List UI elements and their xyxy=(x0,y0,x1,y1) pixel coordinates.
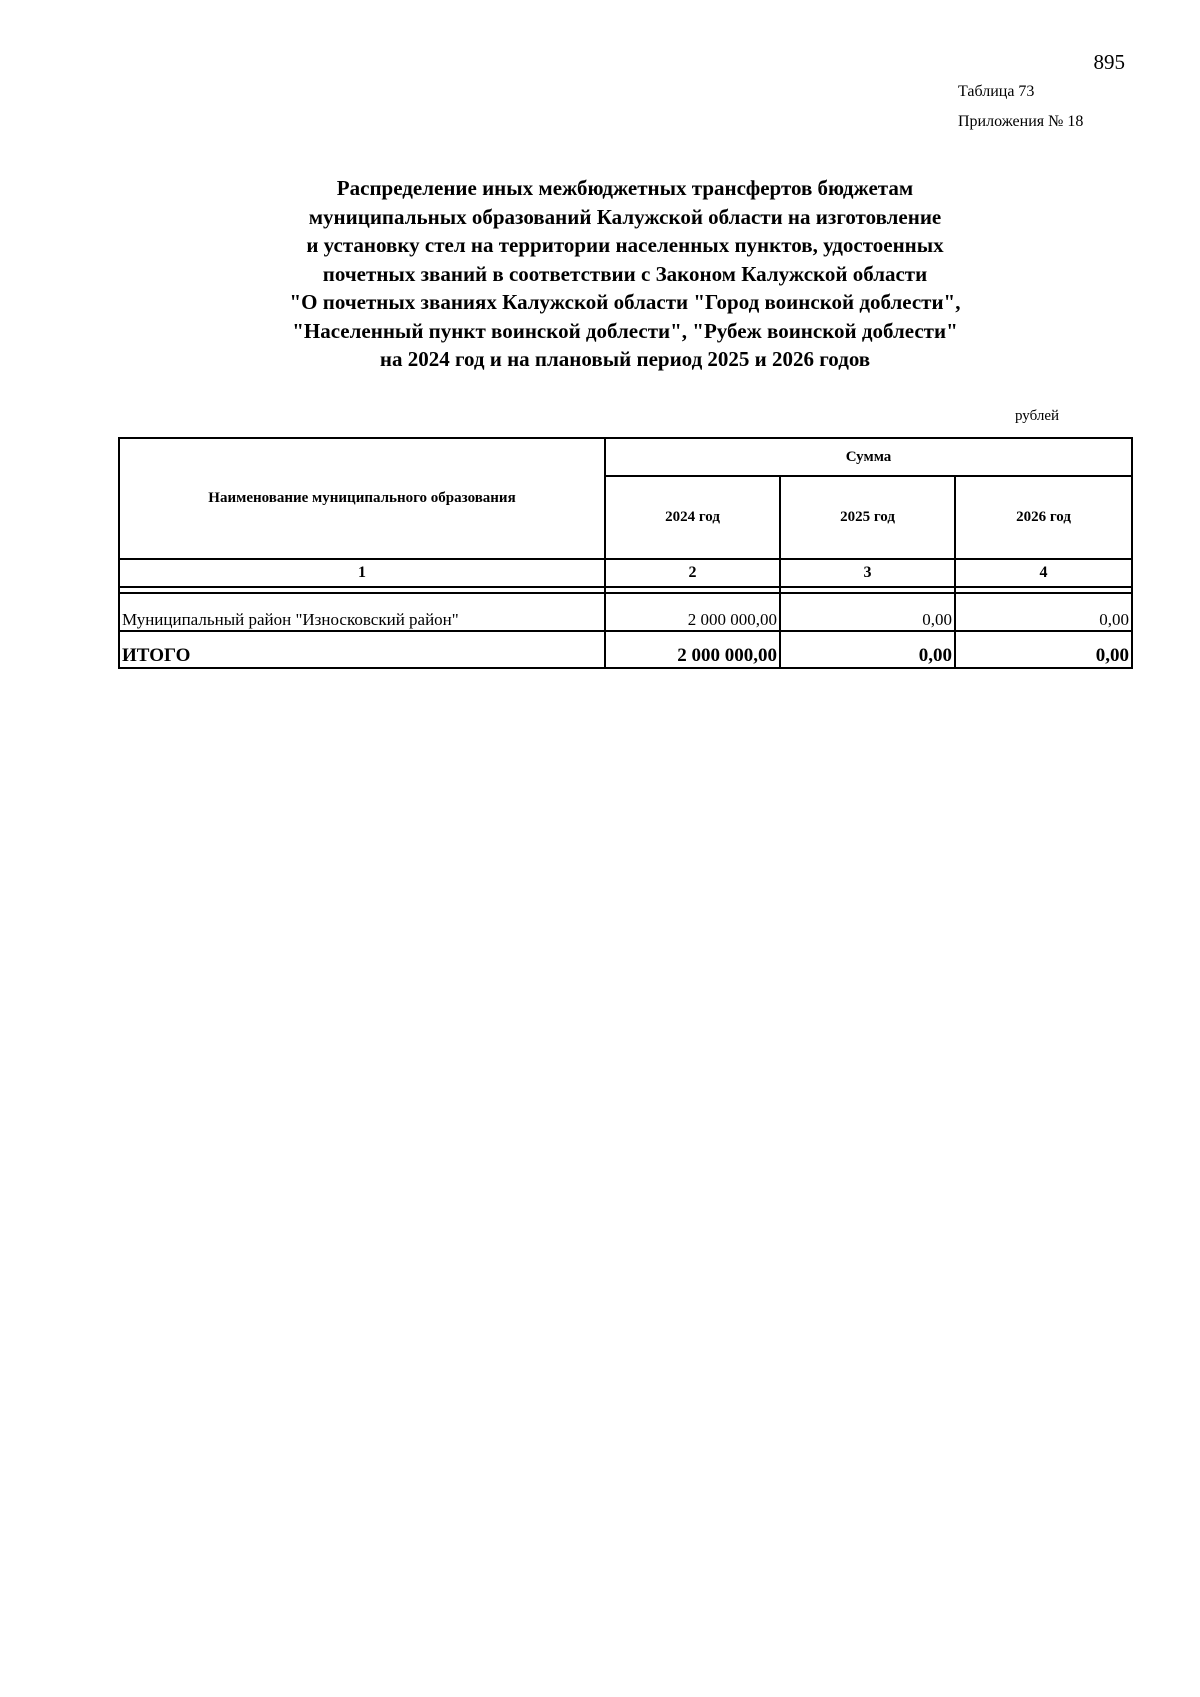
units-label: рублей xyxy=(1015,408,1060,424)
table-row xyxy=(119,593,1132,631)
year-header-2025: 2025 год xyxy=(780,476,955,559)
total-label: ИТОГО xyxy=(119,631,605,668)
total-2026: 0,00 xyxy=(955,631,1132,668)
total-row xyxy=(119,631,1132,668)
page-number: 895 xyxy=(1093,50,1125,74)
column-number-row xyxy=(119,559,1132,587)
total-2024: 2 000 000,00 xyxy=(605,631,780,668)
title-line: на 2024 год и на плановый период 2025 и 2026 годов xyxy=(379,347,871,371)
appendix-label: Приложения № 18 xyxy=(958,113,1084,130)
amount-2026: 0,00 xyxy=(955,593,1132,631)
total-2025: 0,00 xyxy=(780,631,955,668)
municipality-name: Муниципальный район "Износковский район" xyxy=(119,593,605,631)
amount-2025: 0,00 xyxy=(780,593,955,631)
title-line: почетных званий в соответствии с Законом Калужской области xyxy=(322,261,928,286)
column-number: 2 xyxy=(605,559,780,587)
budget-table xyxy=(118,437,1133,669)
title-line: Распределение иных межбюджетных трансфертов бюджетам xyxy=(336,176,914,200)
title-line: и установку стел на территории населенных пунктов, удостоенных xyxy=(306,233,944,257)
table-header-row xyxy=(119,438,1132,476)
name-column-header: Наименование муниципального образования xyxy=(119,438,605,559)
year-header-2026: 2026 год xyxy=(955,476,1132,559)
year-header-2024: 2024 год xyxy=(605,476,780,559)
document-title xyxy=(160,174,1090,374)
column-number: 3 xyxy=(780,559,955,587)
title-line: "О почетных званиях Калужской области "Город воинской доблести", xyxy=(289,290,961,314)
title-line: "Населенный пункт воинской доблести", "Рубеж воинской доблести" xyxy=(292,318,958,343)
amount-2024: 2 000 000,00 xyxy=(605,593,780,631)
title-line: муниципальных образований Калужской области на изготовление xyxy=(308,204,942,229)
sum-header: Сумма xyxy=(605,438,1132,476)
column-number: 1 xyxy=(119,559,605,587)
column-number: 4 xyxy=(955,559,1132,587)
table-label: Таблица 73 xyxy=(958,83,1035,100)
